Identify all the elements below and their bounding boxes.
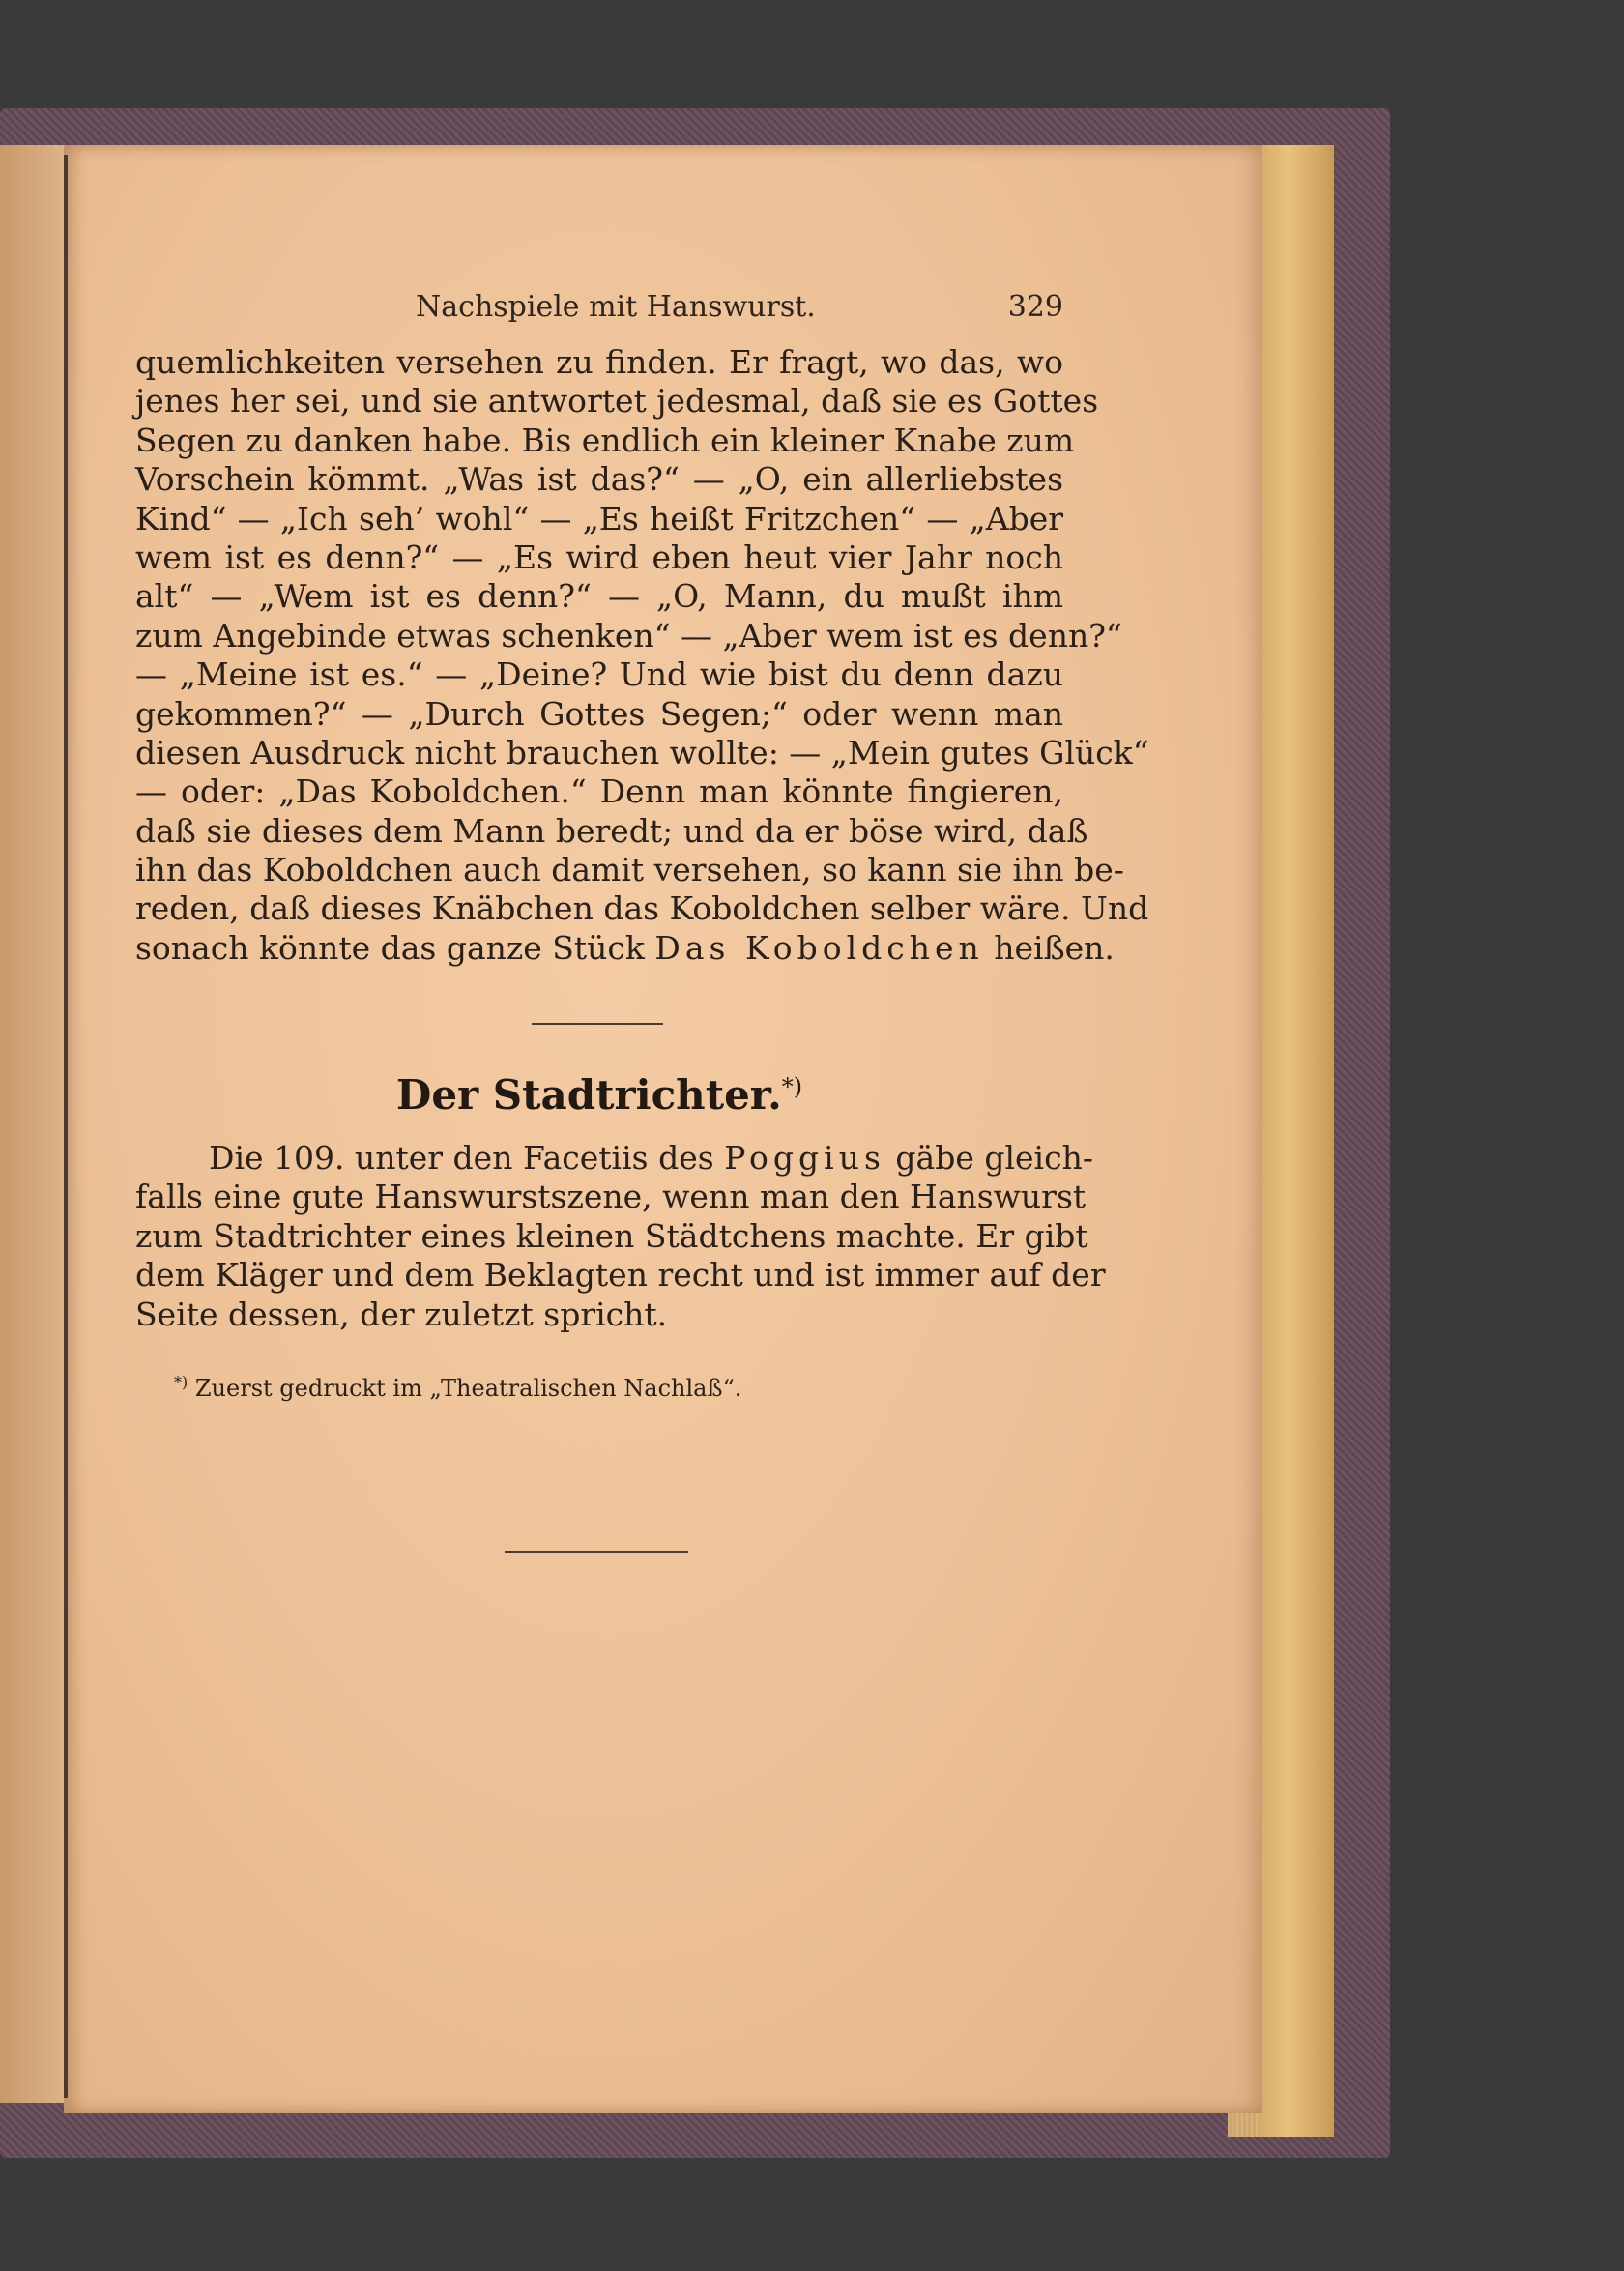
text-line: Segen zu danken habe. Bis endlich ein kleiner Knabe zum: [135, 421, 1075, 459]
section-divider: [532, 1023, 663, 1025]
text-line: wem ist es denn?“ — „Es wird eben heut vier Jahr noch: [135, 538, 1063, 576]
page-number: 329: [1007, 290, 1063, 324]
facing-page-edge: [0, 145, 64, 2103]
text-fragment: sonach könnte das ganze Stück: [135, 928, 655, 967]
emphasized-name: Poggius: [724, 1139, 885, 1177]
text-line: quemlichkeiten versehen zu finden. Er fragt, wo das, wo: [135, 343, 1063, 381]
text-line: dem Kläger und dem Beklagten recht und ist immer auf der: [135, 1256, 1106, 1295]
text-fragment: Die 109. unter den Facetiis des: [209, 1139, 725, 1177]
text-line: zum Stadtrichter eines kleinen Städtchens machte. Er gibt: [135, 1216, 1088, 1255]
footnote-text: Zuerst gedruckt im „Theatralischen Nachlaß“.: [188, 1375, 742, 1402]
text-line: diesen Ausdruck nicht brauchen wollte: — „Mein gutes Glück“: [135, 733, 1149, 772]
footnote-marker: *): [781, 1073, 803, 1100]
text-line: zum Angebinde etwas schenken“ — „Aber wem ist es denn?“: [135, 616, 1122, 655]
text-line: — oder: „Das Koboldchen.“ Denn man könnte fingieren,: [135, 772, 1063, 811]
text-line: reden, daß dieses Knäbchen das Koboldchen selber wäre. Und: [135, 889, 1149, 928]
text-fragment: gäbe gleich-: [884, 1139, 1094, 1177]
text-line: jenes her sei, und sie antwortet jedesmal, daß sie es Gottes: [135, 382, 1099, 421]
text-line-last: [135, 928, 1115, 968]
footnote-marker: *): [174, 1373, 188, 1391]
text-line: [135, 1139, 1094, 1178]
text-line: — „Meine ist es.“ — „Deine? Und wie bist du denn dazu: [135, 655, 1063, 694]
text-line: daß sie dieses dem Mann beredt; und da er böse wird, daß: [135, 811, 1088, 850]
end-divider: [505, 1551, 688, 1553]
text-line: gekommen?“ — „Durch Gottes Segen;“ oder wenn man: [135, 694, 1063, 733]
text-line: ihn das Koboldchen auch damit versehen, so kann sie ihn be-: [135, 851, 1124, 889]
text-line: alt“ — „Wem ist es denn?“ — „O, Mann, du mußt ihm: [135, 577, 1063, 616]
running-title: Nachspiele mit Hanswurst.: [416, 290, 816, 324]
section-title-text: Der Stadtrichter.: [395, 1071, 782, 1119]
page-header: [135, 290, 1063, 333]
text-line: falls eine gute Hanswurstszene, wenn man den Hanswurst: [135, 1178, 1087, 1216]
text-line: Kind“ — „Ich seh’ wohl“ — „Es heißt Fritzchen“ — „Aber: [135, 499, 1063, 538]
text-line-last: Seite dessen, der zuletzt spricht.: [135, 1295, 668, 1333]
paragraph-1: [135, 343, 1149, 968]
section-title: [135, 1071, 1063, 1119]
text-fragment: heißen.: [983, 928, 1115, 967]
text-line: Vorschein kömmt. „Was ist das?“ — „O, ein allerliebstes: [135, 460, 1063, 499]
footnote: [174, 1373, 851, 1402]
emphasized-title: Das Koboldchen: [654, 928, 984, 967]
paragraph-2: [135, 1139, 1106, 1334]
gutter: [64, 155, 68, 2098]
